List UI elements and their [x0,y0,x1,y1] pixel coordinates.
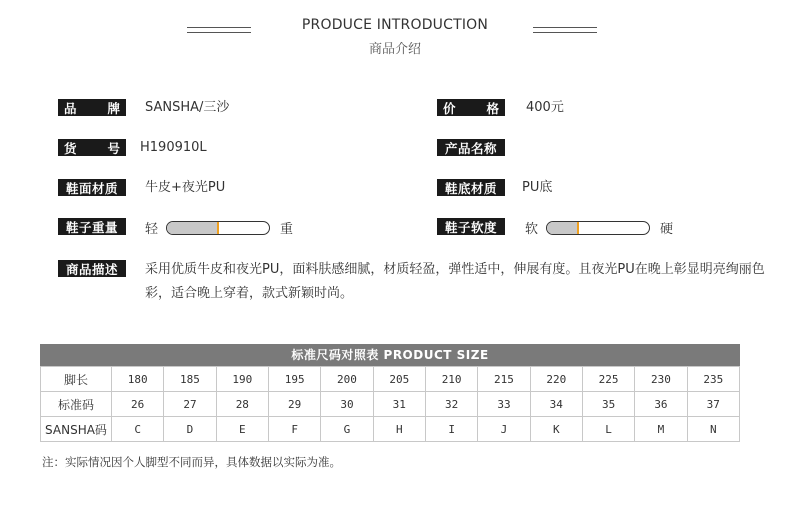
size-cell: M [635,417,687,442]
size-cell: D [164,417,216,442]
size-cell: 220 [530,367,582,392]
size-cell: 30 [321,392,373,417]
brand-label: 品 牌 [58,99,126,116]
description-text: 采用优质牛皮和夜光PU，面料肤感细腻，材质轻盈，弹性适中，伸展有度。且夜光PU在晚上彰显明亮绚丽色彩，适合晚上穿着，款式新颖时尚。 [145,262,765,301]
size-cell: 32 [425,392,477,417]
sole-material-label: 鞋底材质 [437,179,505,196]
weight-low-text: 轻 [145,222,159,237]
size-row-header: 标准码 [41,392,112,417]
size-cell: 35 [582,392,634,417]
section-subtitle: 商品介绍 [368,42,421,57]
softness-bar-fill [547,222,578,234]
sku-value: H190910L [140,140,207,155]
size-cell: 34 [530,392,582,417]
size-row-header: 脚长 [41,367,112,392]
size-table-row [41,417,740,442]
size-cell: 210 [425,367,477,392]
size-cell: 225 [582,367,634,392]
sku-label: 货 号 [58,139,126,156]
weight-bar-fill [167,222,218,234]
weight-bar [166,221,270,235]
size-cell: 29 [268,392,320,417]
size-cell: C [112,417,164,442]
size-cell: I [425,417,477,442]
size-cell: 205 [373,367,425,392]
size-cell: K [530,417,582,442]
size-cell: 235 [687,367,739,392]
size-cell: 185 [164,367,216,392]
softness-bar-marker [577,222,579,234]
softness-bar [546,221,650,235]
softness-low-text: 软 [525,222,539,237]
size-cell: 33 [478,392,530,417]
upper-material-value: 牛皮+夜光PU [145,180,226,195]
size-note: 注：实际情况因个人脚型不同而异，具体数据以实际为准。 [42,455,341,469]
size-cell: F [268,417,320,442]
weight-scale [145,218,293,237]
softness-high-text: 硬 [660,222,674,237]
size-cell: L [582,417,634,442]
size-cell: E [216,417,268,442]
size-table-row [41,367,740,392]
softness-scale [525,218,673,237]
header-decor-line-right [533,27,597,33]
price-value: 400元 [526,100,564,115]
size-table-row [41,392,740,417]
size-cell: H [373,417,425,442]
size-cell: 31 [373,392,425,417]
size-cell: 215 [478,367,530,392]
product-name-label: 产品名称 [437,139,505,156]
price-label: 价 格 [437,99,505,116]
weight-label: 鞋子重量 [58,218,126,235]
weight-bar-marker [217,222,219,234]
sole-material-value: PU底 [522,180,553,195]
weight-high-text: 重 [280,222,294,237]
softness-label: 鞋子软度 [437,218,505,235]
size-table [40,366,740,442]
size-cell: 37 [687,392,739,417]
size-cell: 36 [635,392,687,417]
size-cell: 28 [216,392,268,417]
size-cell: 190 [216,367,268,392]
size-cell: 26 [112,392,164,417]
upper-material-label: 鞋面材质 [58,179,126,196]
size-cell: 195 [268,367,320,392]
size-cell: 230 [635,367,687,392]
size-cell: J [478,417,530,442]
size-row-header: SANSHA码 [41,417,112,442]
size-table-title: 标准尺码对照表 PRODUCT SIZE [40,344,740,366]
section-title: PRODUCE INTRODUCTION [301,17,489,33]
size-cell: 180 [112,367,164,392]
size-cell: 200 [321,367,373,392]
brand-value: SANSHA/三沙 [145,100,230,115]
description-label: 商品描述 [58,260,126,277]
size-cell: G [321,417,373,442]
size-cell: 27 [164,392,216,417]
size-cell: N [687,417,739,442]
